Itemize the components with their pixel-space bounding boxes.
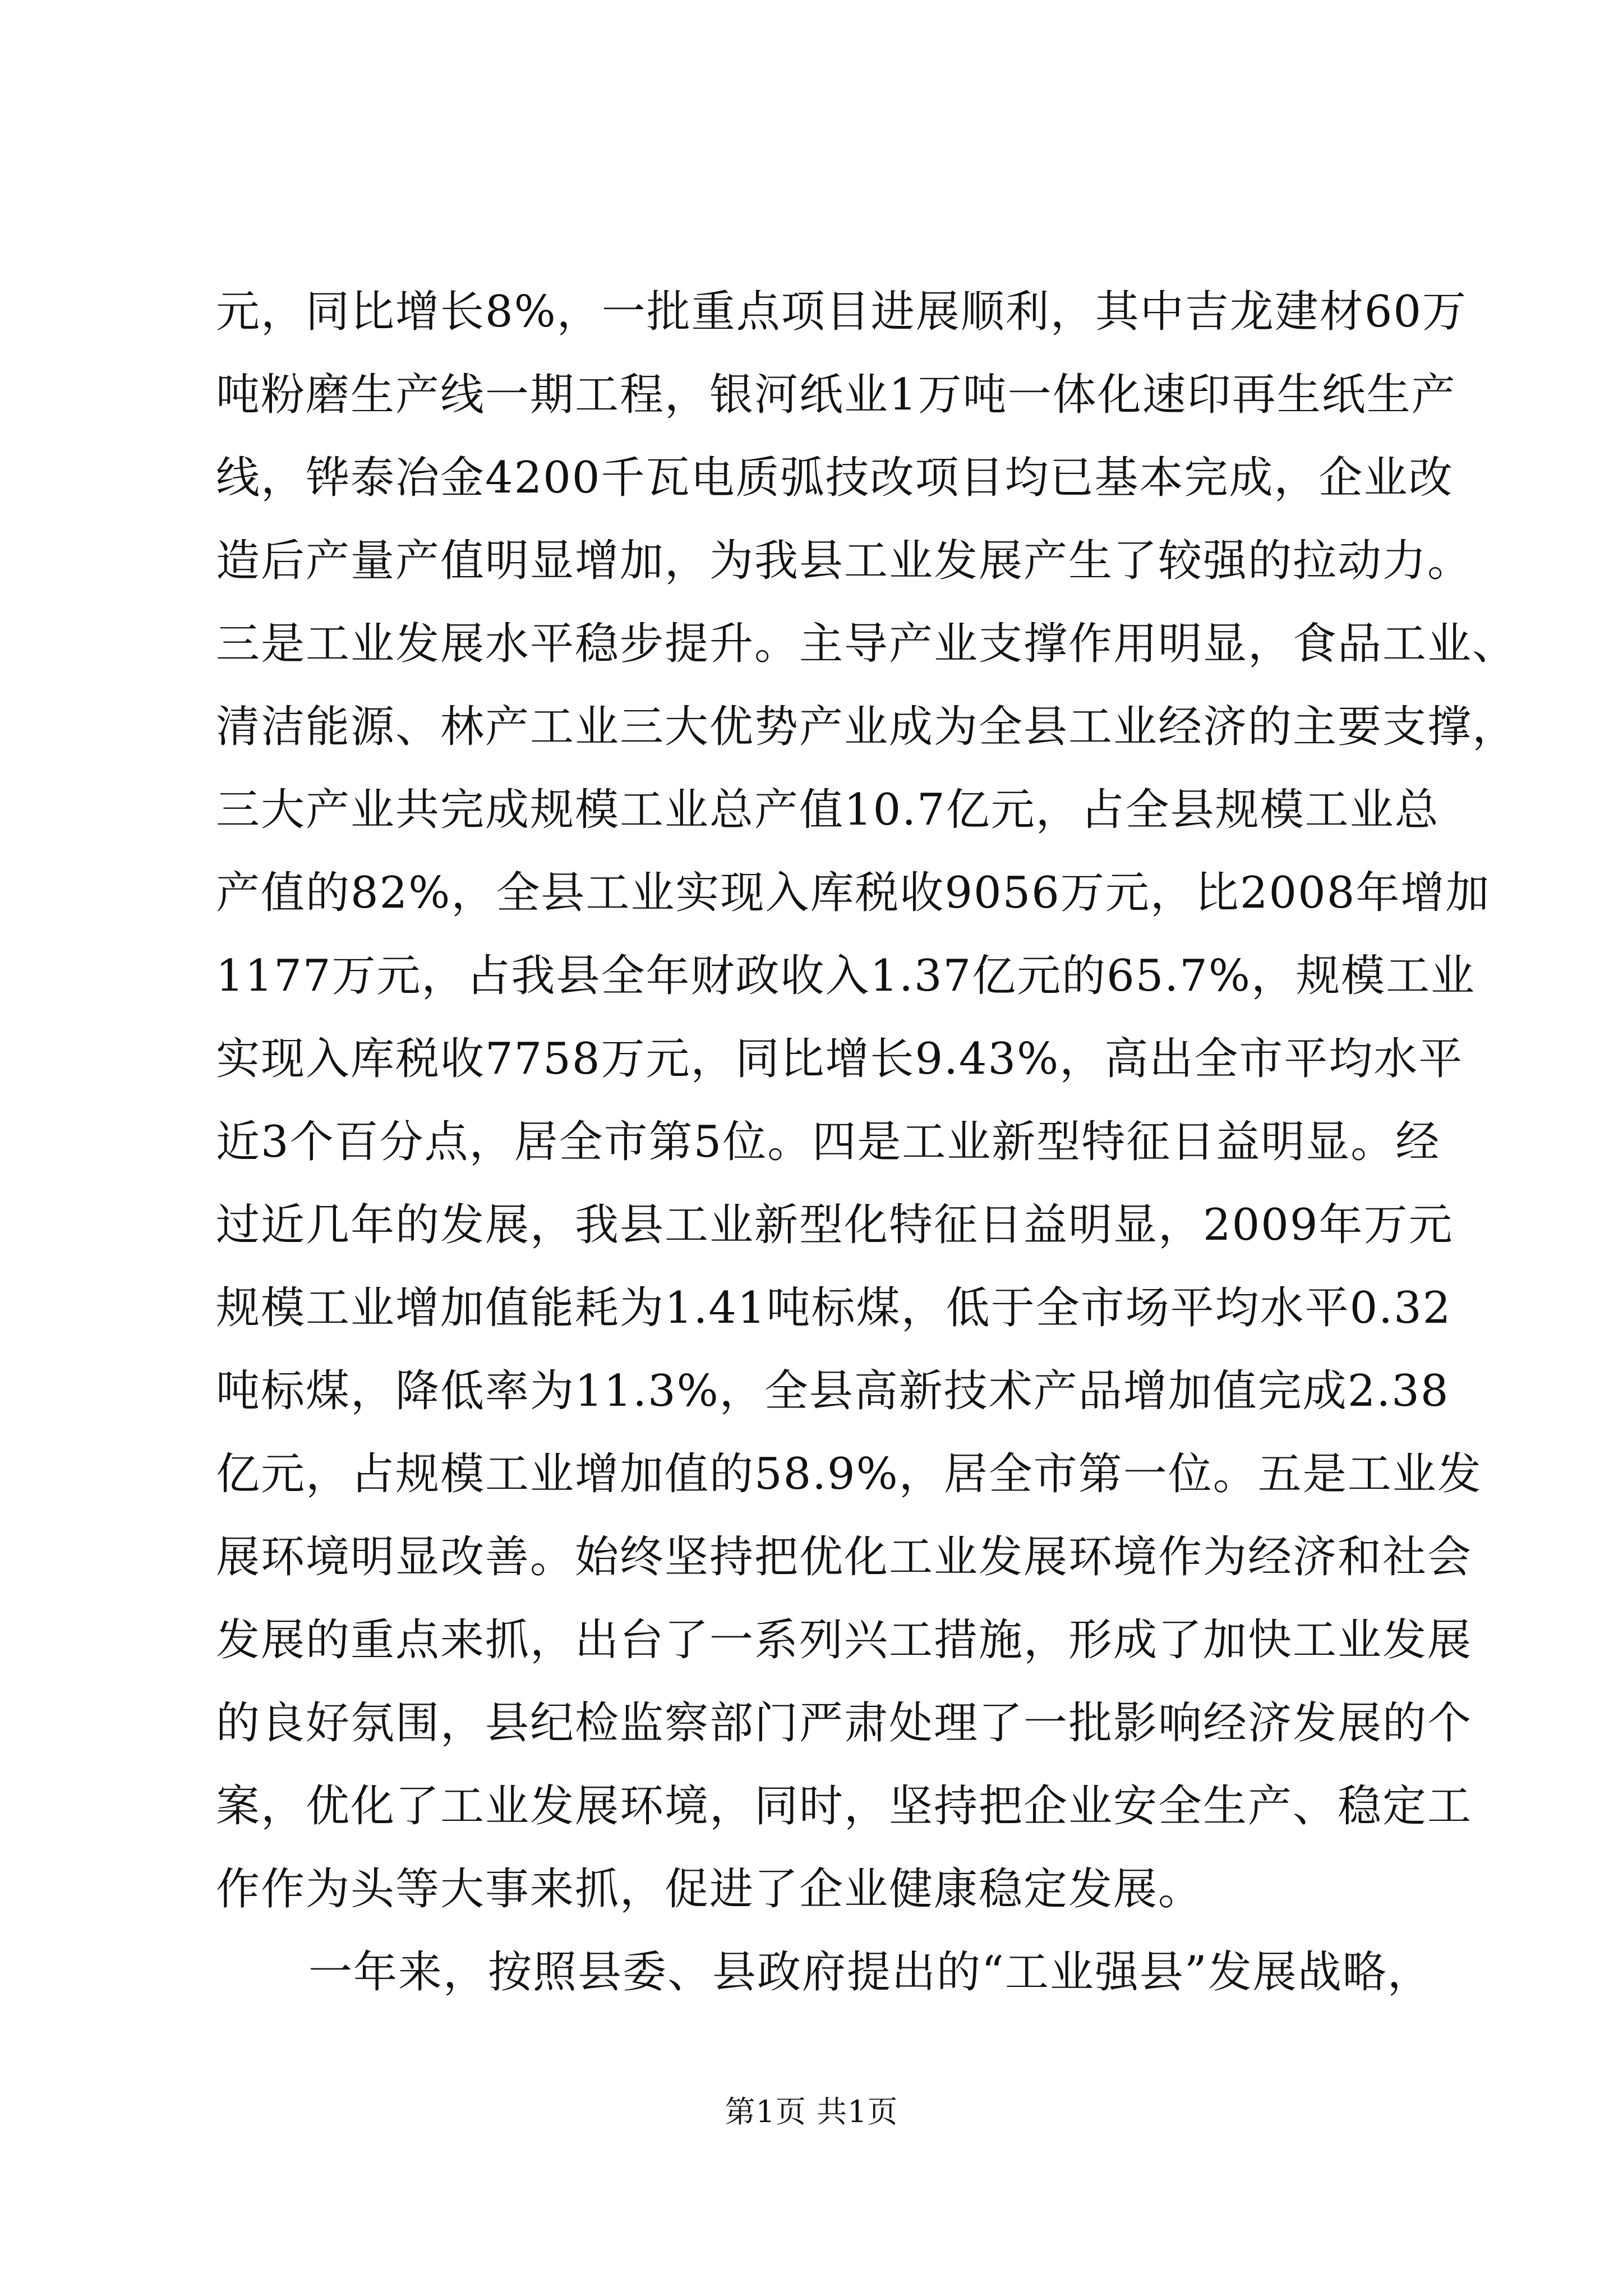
text-line: 展环境明显改善。始终坚持把优化工业发展环境作为经济和社会 [216,1532,1473,1582]
text-line: 三是工业发展水平稳步提升。主导产业支撑作用明显，食品工业、 [216,619,1518,669]
text-line: 吨标煤，降低率为11.3%，全县高新技术产品增加值完成2.38 [216,1366,1450,1416]
text-line: 近3个百分点，居全市第5位。四是工业新型特征日益明显。经 [216,1117,1441,1167]
text-line: 吨粉磨生产线一期工程，银河纸业1万吨一体化速印再生纸生产 [216,370,1456,420]
text-line: 作作为头等大事来抓，促进了企业健康稳定发展。 [216,1864,1204,1915]
text-line: 1177万元，占我县全年财政收入1.37亿元的65.7%，规模工业 [216,951,1476,1001]
document-body [216,270,1518,2014]
text-line: 造后产量产值明显增加，为我县工业发展产生了较强的拉动力。 [216,536,1473,586]
text-line: 一年来，按照县委、县政府提出的“工业强县”发展战略， [308,1947,1432,1998]
text-line: 发展的重点来抓，出台了一系列兴工措施，形成了加快工业发展 [216,1615,1473,1665]
text-line: 元，同比增长8%，一批重点项目进展顺利，其中吉龙建材60万 [216,287,1467,337]
text-line: 过近几年的发展，我县工业新型化特征日益明显，2009年万元 [216,1200,1454,1250]
text-line: 实现入库税收7758万元，同比增长9.43%，高出全市平均水平 [216,1034,1464,1084]
text-line: 亿元，占规模工业增加值的58.9%，居全市第一位。五是工业发 [216,1449,1482,1499]
text-line: 三大产业共完成规模工业总产值10.7亿元，占全县规模工业总 [216,785,1440,835]
text-line: 清洁能源、林产工业三大优势产业成为全县工业经济的主要支撑， [216,702,1518,752]
text-line: 的良好氛围，县纪检监察部门严肃处理了一批影响经济发展的个 [216,1698,1473,1749]
text-line: 案，优化了工业发展环境，同时，坚持把企业安全生产、稳定工 [216,1781,1473,1832]
page-footer: 第1页 共1页 [725,2094,898,2129]
text-line: 线，铧泰冶金4200千瓦电质弧技改项目均已基本完成，企业改 [216,453,1454,503]
text-line: 规模工业增加值能耗为1.41吨标煤，低于全市场平均水平0.32 [216,1283,1452,1333]
text-line: 产值的82%，全县工业实现入库税收9056万元，比2008年增加 [216,868,1491,918]
